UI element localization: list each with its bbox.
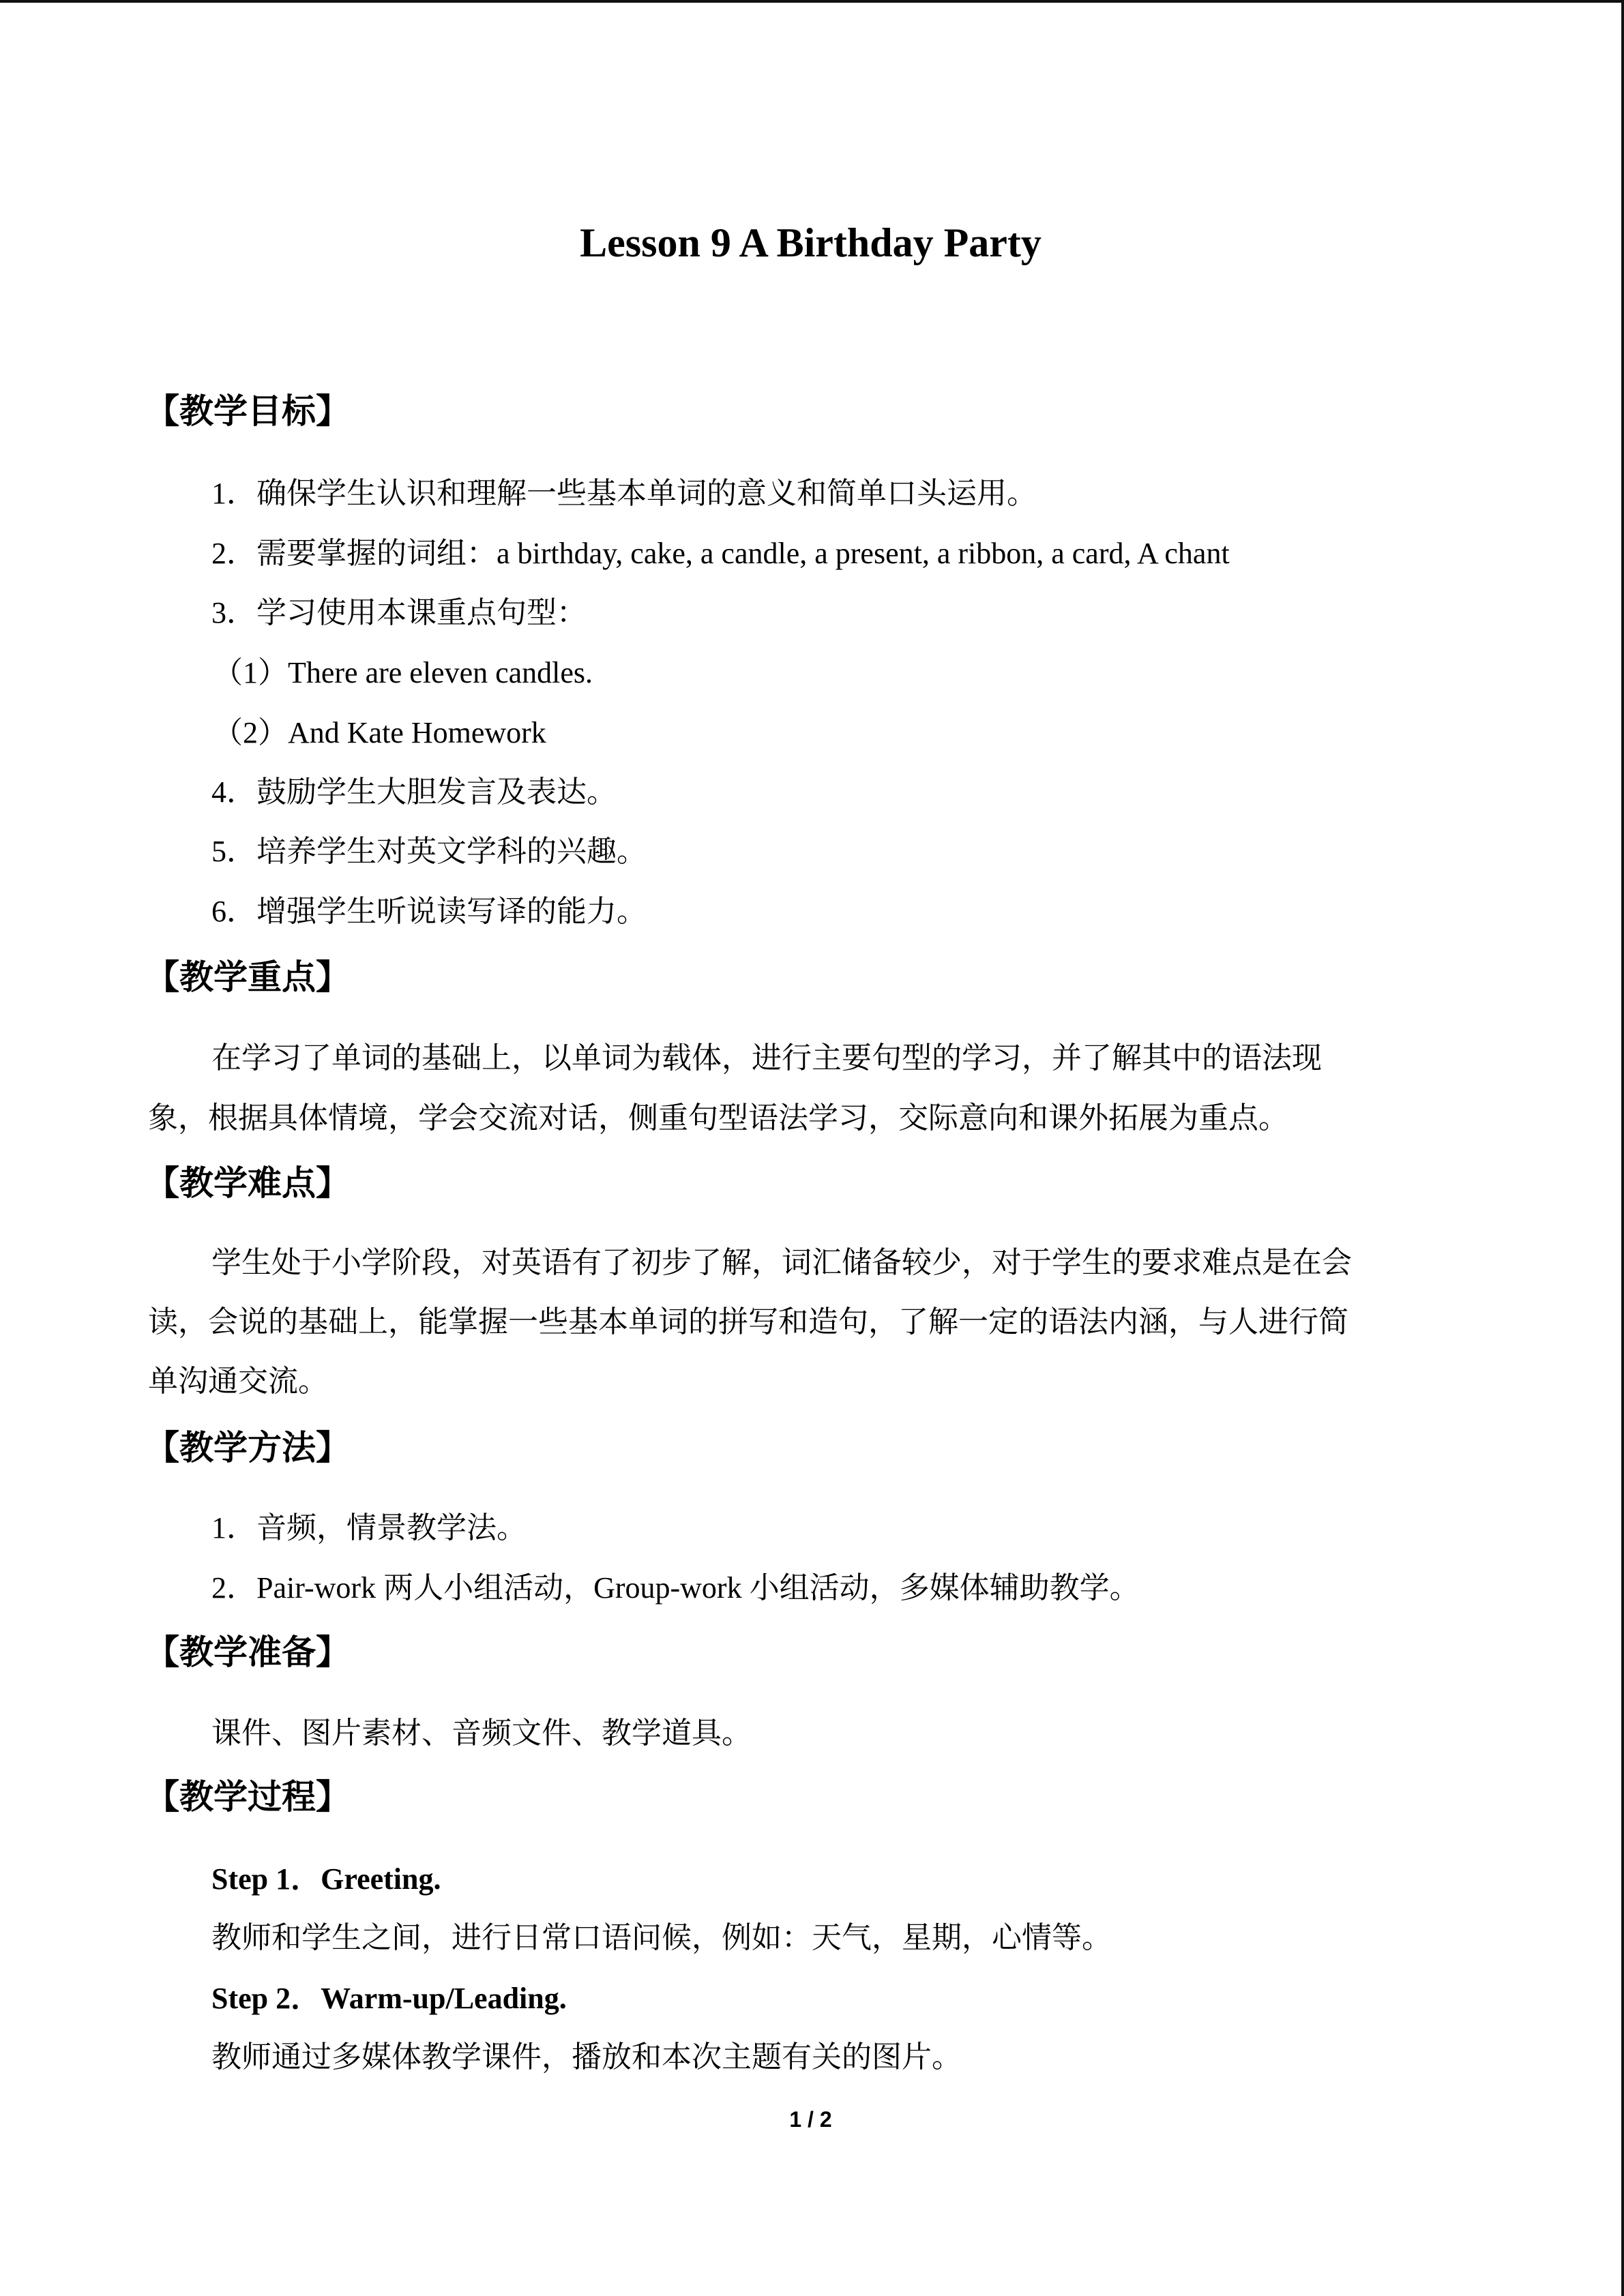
difficulties-line-2: 读，会说的基础上，能掌握一些基本单词的拼写和造句，了解一定的语法内涵，与人进行简	[148, 1305, 1348, 1339]
objective-item-5: 5．培养学生对英文学科的兴趣。	[211, 835, 647, 868]
section-heading-key-points: 【教学重点】	[145, 957, 350, 997]
difficulties-line-3: 单沟通交流。	[148, 1365, 328, 1398]
difficulties-line-1: 学生处于小学阶段，对英语有了初步了解，词汇储备较少，对于学生的要求难点是在会	[211, 1246, 1352, 1279]
step-1-title: Step 1．Greeting.	[211, 1862, 441, 1896]
objective-item-6: 6．增强学生听说读写译的能力。	[211, 895, 647, 928]
method-item-2: 2．Pair-work 两人小组活动，Group-work 小组活动，多媒体辅助教学。	[211, 1571, 1140, 1605]
section-heading-difficulties: 【教学难点】	[145, 1163, 350, 1203]
objective-item-3: 3．学习使用本课重点句型：	[211, 596, 587, 629]
section-heading-process: 【教学过程】	[145, 1777, 350, 1817]
objective-item-1: 1．确保学生认识和理解一些基本单词的意义和简单口头运用。	[211, 477, 1037, 510]
objective-item-2: 2．需要掌握的词组：a birthday, cake, a candle, a present, a ribbon, a card, A chant	[211, 537, 1230, 570]
key-points-line-1: 在学习了单词的基础上，以单词为载体，进行主要句型的学习，并了解其中的语法现	[211, 1041, 1322, 1075]
document-title: Lesson 9 A Birthday Party	[580, 220, 1042, 265]
section-heading-objectives: 【教学目标】	[145, 391, 350, 431]
objective-item-4: 4．鼓励学生大胆发言及表达。	[211, 775, 617, 809]
method-item-1: 1．音频，情景教学法。	[211, 1511, 527, 1545]
step-1-text: 教师和学生之间，进行日常口语问候，例如：天气，星期，心情等。	[211, 1921, 1112, 1954]
step-2-text: 教师通过多媒体教学课件，播放和本次主题有关的图片。	[211, 2040, 962, 2074]
objective-subitem-2: （2）And Kate Homework	[213, 716, 546, 749]
step-2-title: Step 2．Warm-up/Leading.	[211, 1982, 567, 2015]
page-number: 1 / 2	[789, 2107, 832, 2132]
section-heading-preparation: 【教学准备】	[145, 1632, 350, 1672]
objective-subitem-1: （1）There are eleven candles.	[213, 656, 593, 689]
section-heading-methods: 【教学方法】	[145, 1428, 350, 1467]
key-points-line-2: 象，根据具体情境，学会交流对话，侧重句型语法学习，交际意向和课外拓展为重点。	[148, 1101, 1288, 1135]
preparation-text: 课件、图片素材、音频文件、教学道具。	[211, 1716, 752, 1750]
